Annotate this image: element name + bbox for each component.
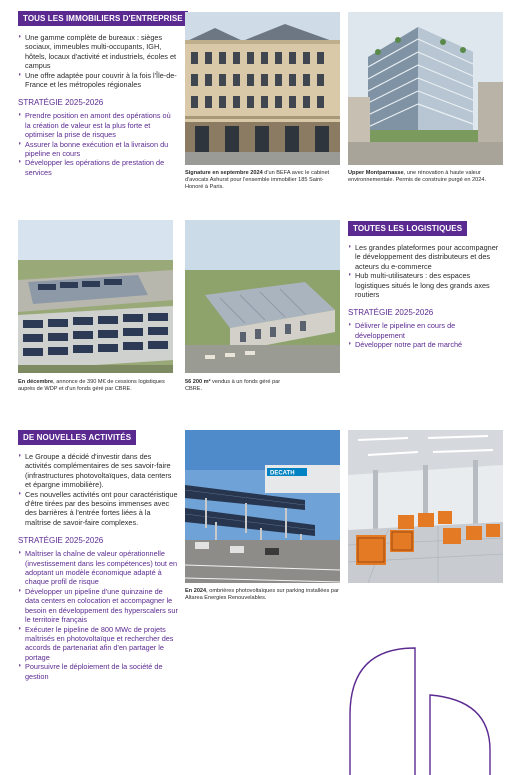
- list-item: ◗ Les grandes plateformes pour accompagner le développement des distributeurs et des acteurs du e-commerce: [348, 243, 499, 271]
- triangle-bullet-icon: ◗: [18, 71, 22, 78]
- triangle-bullet-icon: ◗: [18, 490, 22, 497]
- photo-solar-carports: [185, 430, 340, 583]
- triangle-bullet-icon: ◗: [348, 322, 352, 329]
- list-item: ◗ Développer un pipeline d'une quinzaine de data centers en colocation et accompagner le besoin en développement des hyperscalers sur le territoire français: [18, 586, 178, 625]
- triangle-bullet-icon: ◗: [348, 244, 352, 250]
- section-title-logistics: TOUTES LES LOGISTIQUES: [348, 221, 467, 236]
- list-item: ◗ Délivrer le pipeline en cours de développement: [348, 321, 456, 340]
- list-item: ◗ Développer les opérations de prestation de services: [18, 158, 165, 177]
- strategy-title: STRATÉGIE 2025-2026: [18, 98, 104, 108]
- photo-data-center: [348, 430, 503, 583]
- list-item: ◗ Maîtriser la chaîne de valeur opérationnelle (investissement dans les compétences) tout en adoptant un modèle économique adapté à chaque profil de risque: [18, 549, 178, 587]
- list-item: ◗ Le Groupe a décidé d'investir dans des activités complémentaires de ses savoir-faire (infrastructures photovoltaïques, data centers et épargne immobilière).: [18, 452, 172, 490]
- triangle-bullet-icon: ◗: [18, 159, 22, 166]
- photo-saint-honore-building: [185, 12, 340, 165]
- triangle-bullet-icon: ◗: [18, 587, 22, 594]
- offices-description: [18, 33, 178, 177]
- photo-upper-montparnasse: [348, 12, 503, 165]
- list-item: ◗ Une offre adaptée pour couvrir à la fois l'Île-de-France et les métropoles régionales: [18, 70, 177, 90]
- logistics-description: [348, 243, 503, 350]
- strategy-title: STRATÉGIE 2025-2026: [348, 308, 434, 318]
- list-item: ◗ Poursuivre le déploiement de la société de gestion: [18, 662, 163, 681]
- photo-warehouse-cbre: [185, 220, 340, 373]
- caption-warehouse-sold: 56 200 m² vendus à un fonds géré par CBRE.: [185, 379, 281, 393]
- list-item: ◗ Exécuter le pipeline de 800 MWc de projets maîtrisés en photovoltaïque et rechercher des accords de partenariat afin d'en partager le portage: [18, 624, 174, 662]
- strategy-title: STRATÉGIE 2025-2026: [18, 536, 104, 546]
- list-item: ◗ Une gamme complète de bureaux : sièges sociaux, immeubles multi-occupants, IGH, hôtels, locaux d'activité et industriels, écoles et campus: [18, 33, 177, 71]
- list-item: ◗ Prendre position en amont des opérations où la création de valeur est la plus forte et optimiser la prise de risques: [18, 111, 171, 140]
- caption-saint-honore: Signature en septembre 2024 d'un BEFA avec le cabinet d'avocats Ashurst pour l'ensemble immobilier 185 Saint-Honoré à Paris.: [185, 170, 330, 191]
- decorative-outline-shape: [340, 640, 520, 775]
- list-item: ◗ Ces nouvelles activités ont pour caractéristique d'être tirées par des besoins immenses avec des barrières à l'entrée fortes liées à la maîtrise de savoir-faire complexes.: [18, 489, 178, 527]
- section-title-new-activities: DE NOUVELLES ACTIVITÉS: [18, 430, 136, 445]
- section-title-offices: TOUS LES IMMOBILIERS D'ENTREPRISE: [18, 11, 188, 26]
- store-sign: DECATH: [270, 470, 295, 477]
- triangle-bullet-icon: ◗: [18, 550, 22, 557]
- caption-upper-montparnasse: Upper Montparnasse, une rénovation à haute valeur environnementale. Permis de construire purgé en 2024.: [348, 170, 487, 184]
- triangle-bullet-icon: ◗: [18, 663, 22, 670]
- triangle-bullet-icon: ◗: [18, 625, 22, 632]
- triangle-bullet-icon: ◗: [18, 140, 22, 147]
- caption-december-sales: En décembre, annonce de 390 M€ de cessions logistiques auprès de WDP et d'un fonds géré par CBRE.: [18, 379, 165, 393]
- triangle-bullet-icon: ◗: [348, 272, 352, 279]
- triangle-bullet-icon: ◗: [18, 112, 22, 119]
- caption-solar-carports: En 2024, ombrières photovoltaïques sur parking installées par Altarea Energies Renouvelables.: [185, 588, 339, 602]
- list-item: ◗ Assurer la bonne exécution et la livraison du pipeline en cours: [18, 139, 169, 159]
- triangle-bullet-icon: ◗: [18, 453, 22, 459]
- triangle-bullet-icon: ◗: [18, 34, 22, 40]
- new-activities-description: [18, 452, 178, 681]
- list-item: ◗ Hub multi-utilisateurs : des espaces logistiques situés le long des grands axes routiers: [348, 271, 490, 300]
- triangle-bullet-icon: ◗: [348, 341, 352, 348]
- photo-logistics-platform-aerial: [18, 220, 173, 373]
- list-item: ◗ Développer notre part de marché: [348, 340, 463, 350]
